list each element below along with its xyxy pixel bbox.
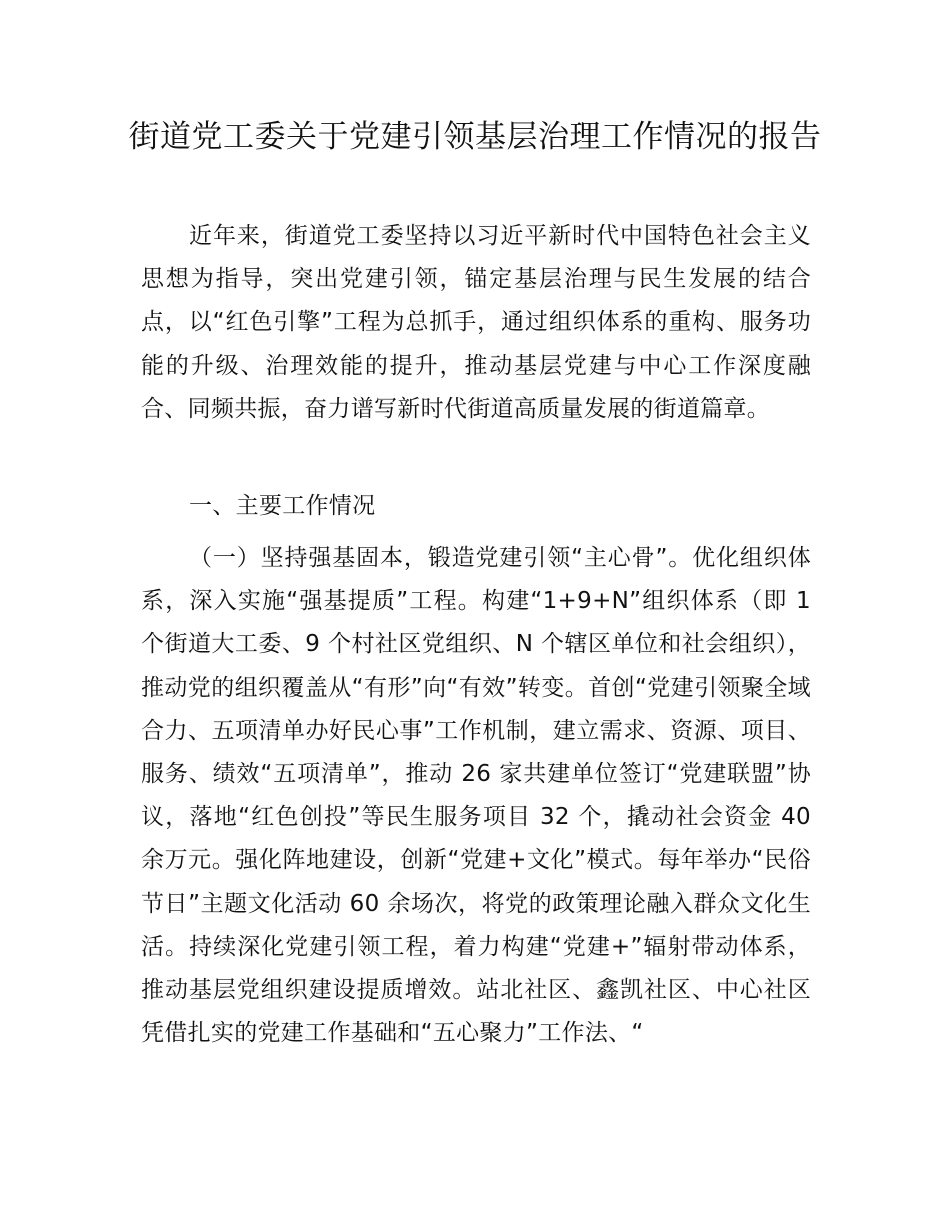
subsection-paragraph: （一）坚持强基固本，锻造党建引领“主心骨”。优化组织体系，深入实施“强基提质”工程。构建“1+9+N”组织体系（即 1 个街道大工委、9 个村社区党组织、N 个辖区单位和社会组织），推动党的组织覆盖从“有形”向“有效”转变。首创“党建引领聚全域合力、五项清单办好民心事”工作机制，建立需求、资源、项目、服务、绩效“五项清单”，推动 26 家共建单位签订“党建联盟”协议，落地“红色创投”等民生服务项目 32 个，撬动社会资金 40 余万元。强化阵地建设，创新“党建+文化”模式。每年举办“民俗节日”主题文化活动 60 余场次，将党的政策理论融入群众文化生活。持续深化党建引领工程，着力构建“党建+”辐射带动体系，推动基层党组织建设提质增效。站北社区、鑫凯社区、中心社区凭借扎实的党建工作基础和“五心聚力”工作法、“ <box>141 545 811 1047</box>
section-heading: 一、主要工作情况 <box>189 493 376 519</box>
document-title: 街道党工委关于党建引领基层治理工作情况的报告 <box>128 119 822 155</box>
intro-paragraph: 近年来，街道党工委坚持以习近平新时代中国特色社会主义思想为指导，突出党建引领，锚定基层治理与民生发展的结合点，以“红色引擎”工程为总抓手，通过组织体系的重构、服务功能的升级、治理效能的提升，推动基层党建与中心工作深度融合、同频共振，奋力谱写新时代街道高质量发展的街道篇章。 <box>141 223 811 422</box>
